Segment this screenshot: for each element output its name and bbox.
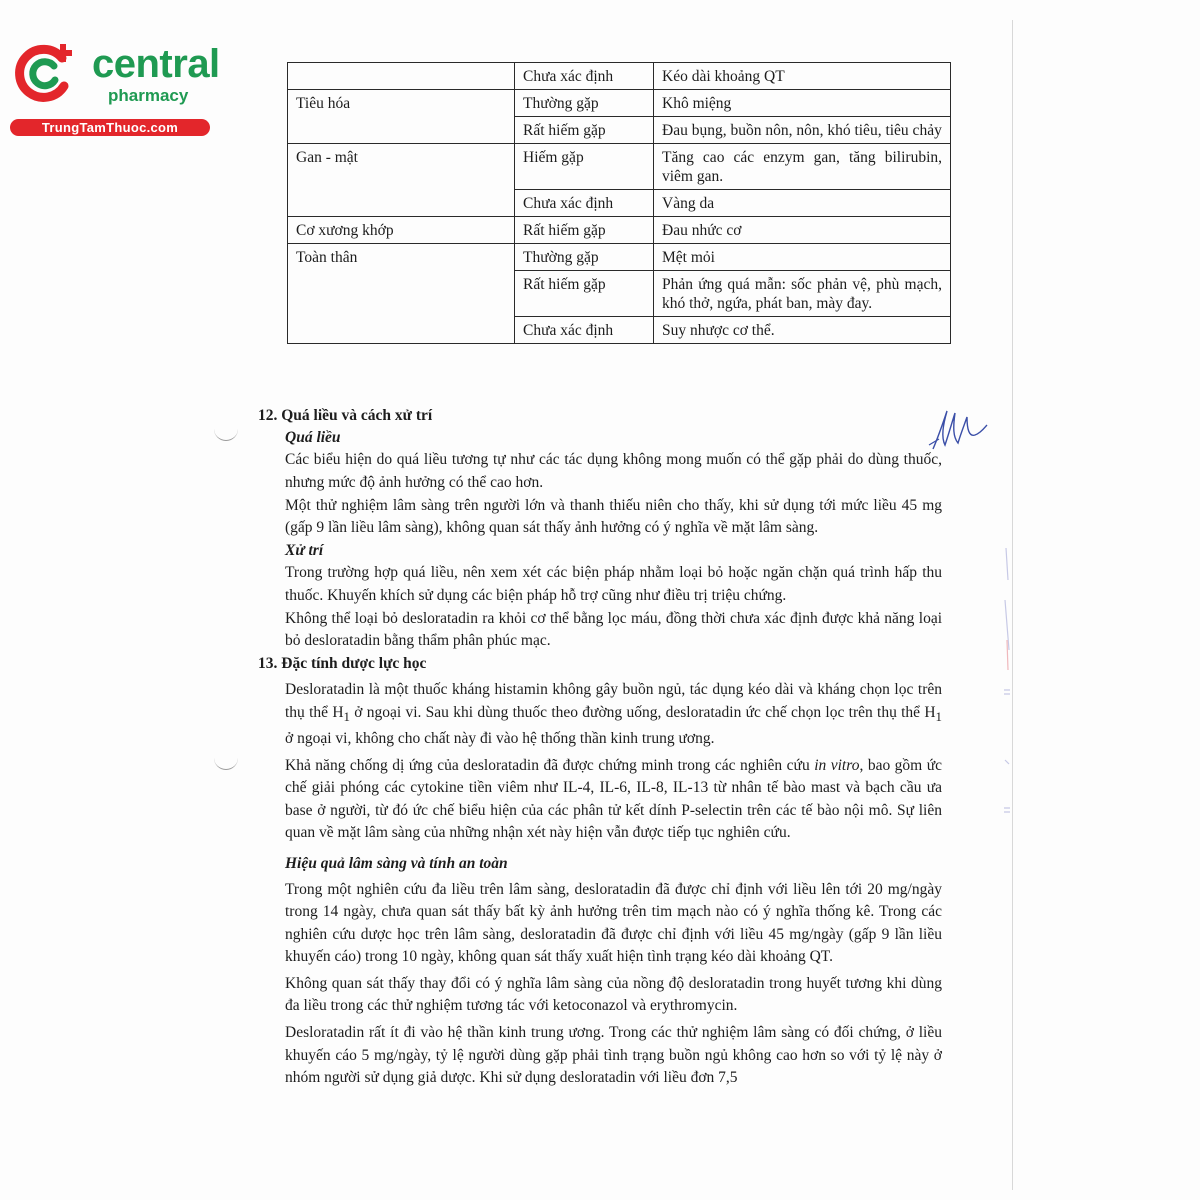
efficacy-paragraph: Trong một nghiên cứu đa liều trên lâm sàng, desloratadin đã được chỉ định với liều lên tới 20 mg/ngày trong 14 ngày, chưa quan sát thấy bất kỳ ảnh hưởng trên tim mạch nào có ý nghĩa thống kê. Trong các nghiên cứu dược học trên lâm sàng, desloratadin đã được chỉ định với liều 45 mg/ngày (gấp 9 lần liều khuyến cáo) trong 10 ngày, không quan sát thấy xuất hiện tình trạng kéo dài khoảng QT. — [285, 881, 942, 965]
overdose-trial-paragraph: Một thử nghiệm lâm sàng trên người lớn và thanh thiếu niên cho thấy, khi sử dụng tới mức liều 45 mg (gấp 9 lần liều lâm sàng), không quan sát thấy ảnh hưởng có ý nghĩa về mặt lâm sàng. — [285, 496, 942, 537]
stamp-fragment — [996, 540, 1018, 840]
frequency-cell: Thường gặp — [515, 90, 654, 117]
interaction-paragraph: Không quan sát thấy thay đổi có ý nghĩa lâm sàng của nồng độ desloratadin trong huyết tương khi dùng đa liều trong các thử nghiệm tương tác với ketoconazol và erythromycin. — [285, 974, 942, 1015]
overdose-subtitle: Quá liều — [285, 429, 341, 447]
logo-subtitle: pharmacy — [108, 86, 189, 105]
subscript: 1 — [935, 708, 942, 724]
frequency-cell: Thường gặp — [515, 244, 654, 271]
frequency-cell: Rất hiếm gặp — [515, 117, 654, 144]
organ-cell: Gan - mật — [288, 144, 515, 217]
overdose-paragraph: Các biểu hiện do quá liều tương tự như các tác dụng không mong muốn có thể gặp phải do dùng thuốc, nhưng mức độ ảnh hưởng có thể cao hơn. — [285, 451, 942, 491]
frequency-cell: Chưa xác định — [515, 317, 654, 344]
frequency-cell: Hiếm gặp — [515, 144, 654, 190]
dialysis-paragraph: Không thể loại bỏ desloratadin ra khỏi cơ thể bằng lọc máu, đồng thời chưa xác định được khả năng loại bỏ desloratadin bằng thẩm phân phúc mạc. — [285, 609, 942, 650]
text-run: , bao gồm ức chế giải phóng các cytokine tiền viêm như IL-4, IL-6, IL-8, IL-13 từ nhân tế bào mast và bạch cầu ưa base ở người, từ đó ức chế biểu hiện của các phân tử kết dính P-selectin trên các tế bào nội mô. Sự liên quan về mặt lâm sàng của những nhận xét này hiện vẫn được tiếp tục nghiên cứu. — [285, 757, 943, 841]
pharmacodynamics-paragraph — [285, 679, 942, 750]
table-row — [288, 217, 951, 244]
section-13-title: 13. Đặc tính dược lực học — [258, 655, 427, 673]
frequency-cell: Chưa xác định — [515, 190, 654, 217]
table-row — [288, 244, 951, 271]
logo-name: central — [92, 42, 220, 86]
subscript: 1 — [343, 708, 350, 724]
management-subtitle: Xử trí — [285, 542, 324, 560]
pharmacy-logo[interactable] — [10, 38, 220, 138]
effect-cell: Đau bụng, buồn nôn, nôn, khó tiêu, tiêu chảy — [654, 117, 951, 144]
table-row — [288, 90, 951, 117]
cns-paragraph: Desloratadin rất ít đi vào hệ thần kinh trung ương. Trong các thử nghiệm lâm sàng có đối chứng, ở liều khuyến cáo 5 mg/ngày, tỷ lệ người dùng gặp phải tình trạng buồn ngủ không cao hơn so với tỷ lệ này ở nhóm người sử dụng giả dược. Khi sử dụng desloratadin với liều đơn 7,5 — [285, 1024, 942, 1086]
frequency-cell: Rất hiếm gặp — [515, 271, 654, 317]
logo-site-url[interactable]: TrungTamThuoc.com — [10, 119, 210, 136]
organ-cell: Toàn thân — [288, 244, 515, 344]
frequency-cell: Chưa xác định — [515, 63, 654, 90]
table-row — [288, 144, 951, 190]
document-body — [258, 405, 942, 1090]
organ-cell — [288, 63, 515, 90]
text-run: ở ngoại vi. Sau khi dùng thuốc theo đường uống, desloratadin ức chế chọn lọc trên thụ thể H — [349, 703, 936, 721]
management-paragraph: Trong trường hợp quá liều, nên xem xét các biện pháp nhằm loại bỏ hoặc ngăn chặn quá trình hấp thu thuốc. Khuyến khích sử dụng các biện pháp hỗ trợ cũng như điều trị triệu chứng. — [285, 564, 942, 604]
effect-cell: Vàng da — [654, 190, 951, 217]
organ-cell: Tiêu hóa — [288, 90, 515, 144]
effect-cell: Mệt mỏi — [654, 244, 951, 271]
section-12-title: 12. Quá liều và cách xử trí — [258, 407, 433, 424]
antiallergic-paragraph — [285, 755, 942, 844]
organ-cell: Cơ xương khớp — [288, 217, 515, 244]
text-run: Khả năng chống dị ứng của desloratadin đã được chứng minh trong các nghiên cứu — [285, 757, 815, 775]
effect-cell: Phản ứng quá mẫn: sốc phản vệ, phù mạch, khó thở, ngứa, phát ban, mày đay. — [654, 271, 951, 317]
punch-hole — [214, 428, 238, 441]
table-row — [288, 63, 951, 90]
text-run: Desloratadin là một thuốc kháng histamin không gây buồn ngủ, tác dụng kéo dài và kháng chọn lọc trên thụ thể H — [285, 681, 942, 721]
effect-cell: Kéo dài khoảng QT — [654, 63, 951, 90]
adverse-effects-table — [287, 62, 951, 344]
efficacy-subtitle: Hiệu quả lâm sàng và tính an toàn — [285, 854, 508, 872]
effect-cell: Tăng cao các enzym gan, tăng bilirubin, viêm gan. — [654, 144, 951, 190]
punch-hole — [214, 757, 238, 770]
effect-cell: Đau nhức cơ — [654, 217, 951, 244]
frequency-cell: Rất hiếm gặp — [515, 217, 654, 244]
italic-run: in vitro — [814, 757, 860, 775]
effect-cell: Khô miệng — [654, 90, 951, 117]
text-run: ở ngoại vi, không cho chất này đi vào hệ thống thần kinh trung ương. — [285, 729, 715, 747]
pharmacy-logo-icon — [10, 38, 80, 108]
effect-cell: Suy nhược cơ thể. — [654, 317, 951, 344]
